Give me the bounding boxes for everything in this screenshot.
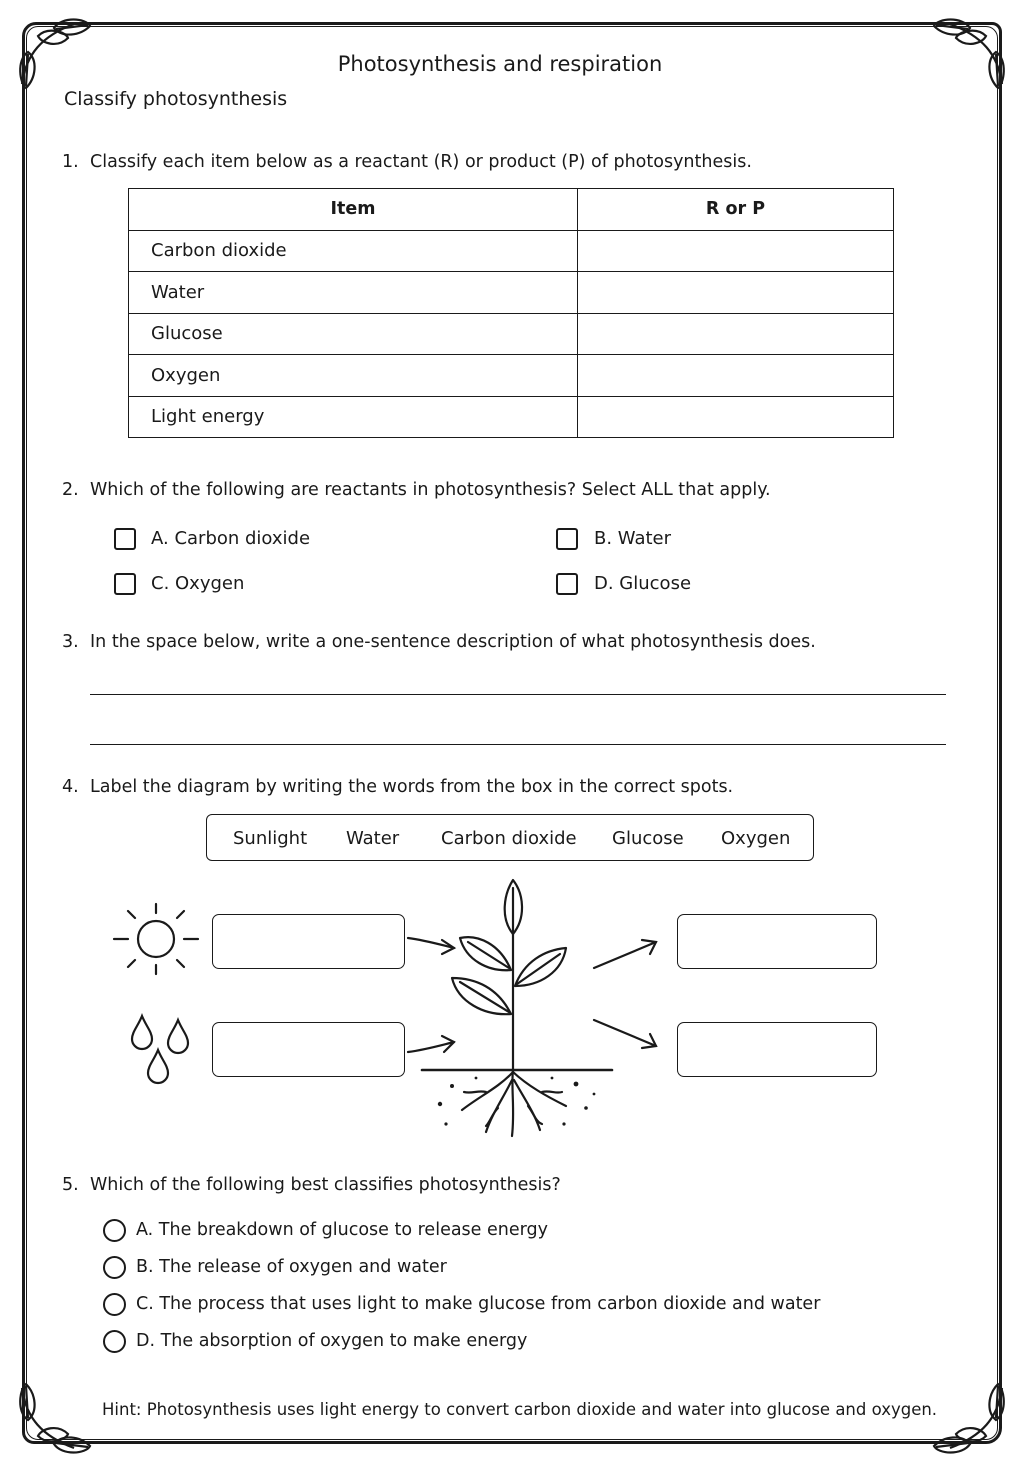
checkbox-label-a: A. Carbon dioxide (151, 528, 311, 549)
radio-a[interactable] (103, 1219, 126, 1242)
word-bank-item: Glucose (612, 828, 684, 849)
table-cell-item: Water (129, 272, 578, 314)
question-text: Classify each item below as a reactant (R) or product (P) of photosynthesis. (90, 152, 752, 172)
table-cell-item: Glucose (129, 313, 578, 355)
plant-icon (416, 874, 614, 1142)
leaf-corner-icon (930, 1378, 1010, 1458)
checkbox-d[interactable] (556, 573, 578, 595)
table-cell-answer[interactable] (578, 355, 894, 397)
question-number: 4. (62, 777, 79, 797)
writing-line[interactable] (90, 694, 946, 695)
hint-text: Hint: Photosynthesis uses light energy to convert carbon dioxide and water into glucose and oxygen. (102, 1400, 938, 1419)
word-bank-item: Carbon dioxide (441, 828, 577, 849)
checkbox-label-b: B. Water (594, 528, 672, 549)
classify-table (128, 188, 894, 438)
label-box-glucose[interactable] (677, 914, 877, 969)
question-5 (62, 1175, 561, 1195)
checkbox-label-d: D. Glucose (594, 573, 692, 594)
question-number: 5. (62, 1175, 79, 1195)
writing-line[interactable] (90, 744, 946, 745)
question-text: Label the diagram by writing the words from the box in the correct spots. (90, 777, 734, 797)
question-1 (62, 152, 752, 172)
checkbox-b[interactable] (556, 528, 578, 550)
word-bank-item: Sunlight (233, 828, 308, 849)
sun-icon (108, 898, 204, 978)
radio-c[interactable] (103, 1293, 126, 1316)
table-cell-item: Carbon dioxide (129, 230, 578, 272)
table-cell-item: Light energy (129, 396, 578, 438)
table-row (129, 396, 894, 438)
page-title: Photosynthesis and respiration (337, 52, 663, 76)
radio-label-c: C. The process that uses light to make glucose from carbon dioxide and water (136, 1294, 821, 1314)
table-row (129, 355, 894, 397)
question-text: In the space below, write a one-sentence description of what photosynthesis does. (90, 632, 816, 652)
label-box-oxygen[interactable] (677, 1022, 877, 1077)
label-box-water[interactable] (212, 1022, 405, 1077)
table-cell-item: Oxygen (129, 355, 578, 397)
question-3 (62, 632, 816, 652)
leaf-corner-icon (14, 1378, 94, 1458)
table-row (129, 272, 894, 314)
table-header-item: Item (129, 189, 578, 231)
table-cell-answer[interactable] (578, 230, 894, 272)
question-number: 1. (62, 152, 79, 172)
question-number: 3. (62, 632, 79, 652)
table-row (129, 313, 894, 355)
label-box-sunlight[interactable] (212, 914, 405, 969)
question-text: Which of the following best classifies photosynthesis? (90, 1175, 561, 1195)
radio-b[interactable] (103, 1256, 126, 1279)
checkbox-c[interactable] (114, 573, 136, 595)
question-number: 2. (62, 480, 79, 500)
water-drops-icon (124, 1012, 196, 1086)
table-header-row (129, 189, 894, 231)
radio-label-b: B. The release of oxygen and water (136, 1257, 447, 1277)
table-header-r-or-p: R or P (578, 189, 894, 231)
radio-label-a: A. The breakdown of glucose to release energy (136, 1220, 548, 1240)
table-cell-answer[interactable] (578, 396, 894, 438)
radio-d[interactable] (103, 1330, 126, 1353)
table-cell-answer[interactable] (578, 272, 894, 314)
checkbox-a[interactable] (114, 528, 136, 550)
checkbox-label-c: C. Oxygen (151, 573, 245, 594)
section-subtitle: Classify photosynthesis (64, 88, 288, 110)
question-text: Which of the following are reactants in photosynthesis? Select ALL that apply. (90, 480, 771, 500)
question-2 (62, 480, 771, 500)
table-cell-answer[interactable] (578, 313, 894, 355)
radio-label-d: D. The absorption of oxygen to make energy (136, 1331, 528, 1351)
word-bank-item: Water (346, 828, 400, 849)
question-4 (62, 777, 733, 797)
word-bank-item: Oxygen (721, 828, 791, 849)
table-row (129, 230, 894, 272)
